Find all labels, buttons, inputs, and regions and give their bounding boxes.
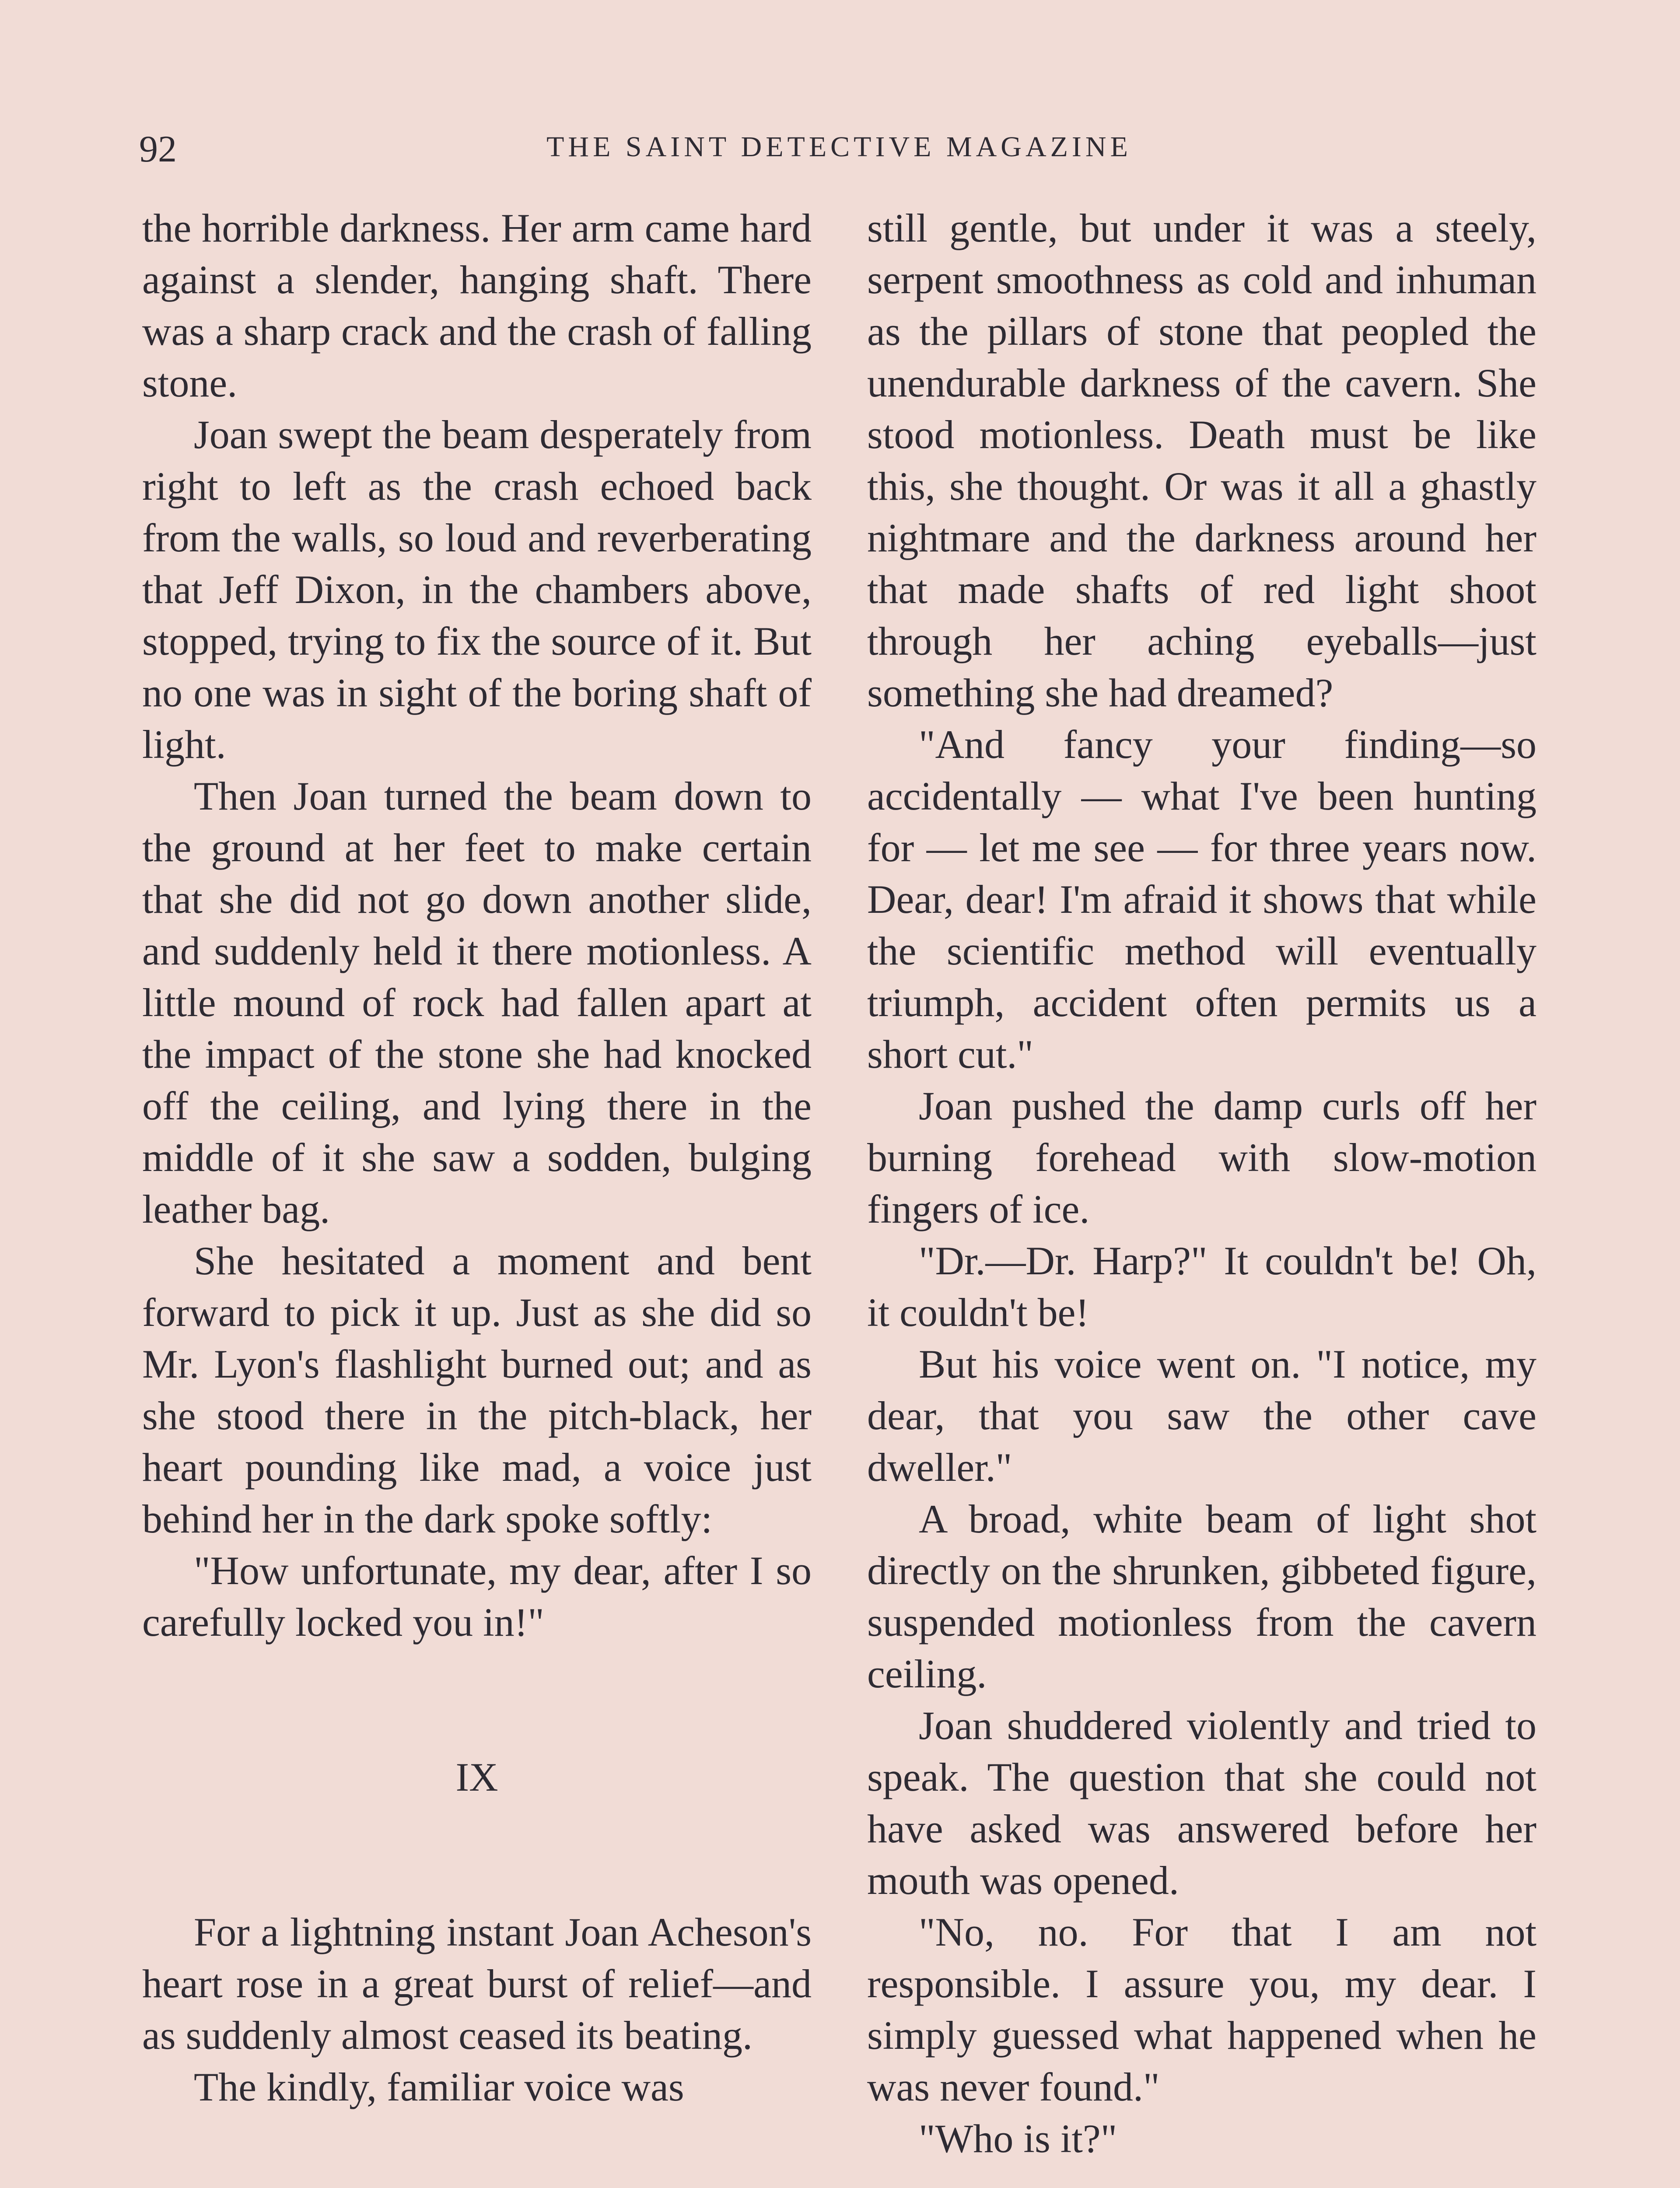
page-number: 92: [139, 128, 177, 170]
paragraph: She hesitated a moment and bent forward to pick it up. Just as she did so Mr. Lyon's flashlight burned out; and as she stood there in the pitch-black, her heart pounding like mad, a voice just behind her in the dark spoke softly:: [142, 1238, 812, 1541]
paragraph: For a lightning instant Joan Acheson's heart rose in a great burst of relief—and as suddenly almost ceased its beating.: [142, 1910, 812, 2058]
paragraph: The kindly, familiar voice was: [194, 2065, 684, 2109]
paragraph: "Who is it?": [919, 2116, 1117, 2161]
paragraph: "How unfortunate, my dear, after I so carefully locked you in!": [142, 1548, 812, 1645]
paragraph: the horrible darkness. Her arm came hard against a slender, hanging shaft. There was a sharp crack and the crash of falling stone.: [142, 206, 812, 405]
paragraph: Joan shuddered violently and tried to speak. The question that she could not have asked was answered before her mouth was opened.: [867, 1703, 1536, 1903]
paragraph: Then Joan turned the beam down to the ground at her feet to make certain that she did not go down another slide, and suddenly held it there motionless. A little mound of rock had fallen apart at the impact of the stone she had knocked off the ceiling, and lying there in the middle of it she saw a sodden, bulging leather bag.: [142, 774, 812, 1231]
paragraph: Joan pushed the damp curls off her burning forehead with slow-motion fingers of ice.: [867, 1083, 1536, 1231]
paragraph: But his voice went on. "I notice, my dear, that you saw the other cave dweller.": [867, 1342, 1536, 1490]
paragraph: "And fancy your finding—so accidentally — what I've been hunting for — let me see — for three years now. Dear, dear! I'm afraid it shows that while the scientific method will eventually triumph, accident often permits us a short cut.": [867, 722, 1536, 1076]
paragraph: A broad, white beam of light shot directly on the shrunken, gibbeted figure, suspended motionless from the cavern ceiling.: [867, 1497, 1536, 1696]
page-header: [139, 127, 1539, 184]
paragraph: "Dr.—Dr. Harp?" It couldn't be! Oh, it couldn't be!: [867, 1238, 1536, 1335]
chapter-heading: IX: [455, 1755, 498, 1799]
paragraph: "No, no. For that I am not responsible. I assure you, my dear. I simply guessed what happened when he was never found.": [867, 1910, 1536, 2109]
left-column: [142, 202, 812, 2113]
paragraph: Joan swept the beam desperately from right to left as the crash echoed back from the walls, so loud and reverberating that Jeff Dixon, in the chambers above, stopped, trying to fix the source of it. But no one was in sight of the boring shaft of light.: [142, 412, 812, 767]
right-column: [867, 202, 1536, 2164]
paragraph: still gentle, but under it was a steely, serpent smoothness as cold and inhuman as the pillars of stone that peopled the unendurable darkness of the cavern. She stood motionless. Death must be like this, she thought. Or was it all a ghastly nightmare and the darkness around her that made shafts of red light shoot through her aching eyeballs—just something she had dreamed?: [867, 206, 1536, 715]
running-head: THE SAINT DETECTIVE MAGAZINE: [546, 131, 1132, 163]
